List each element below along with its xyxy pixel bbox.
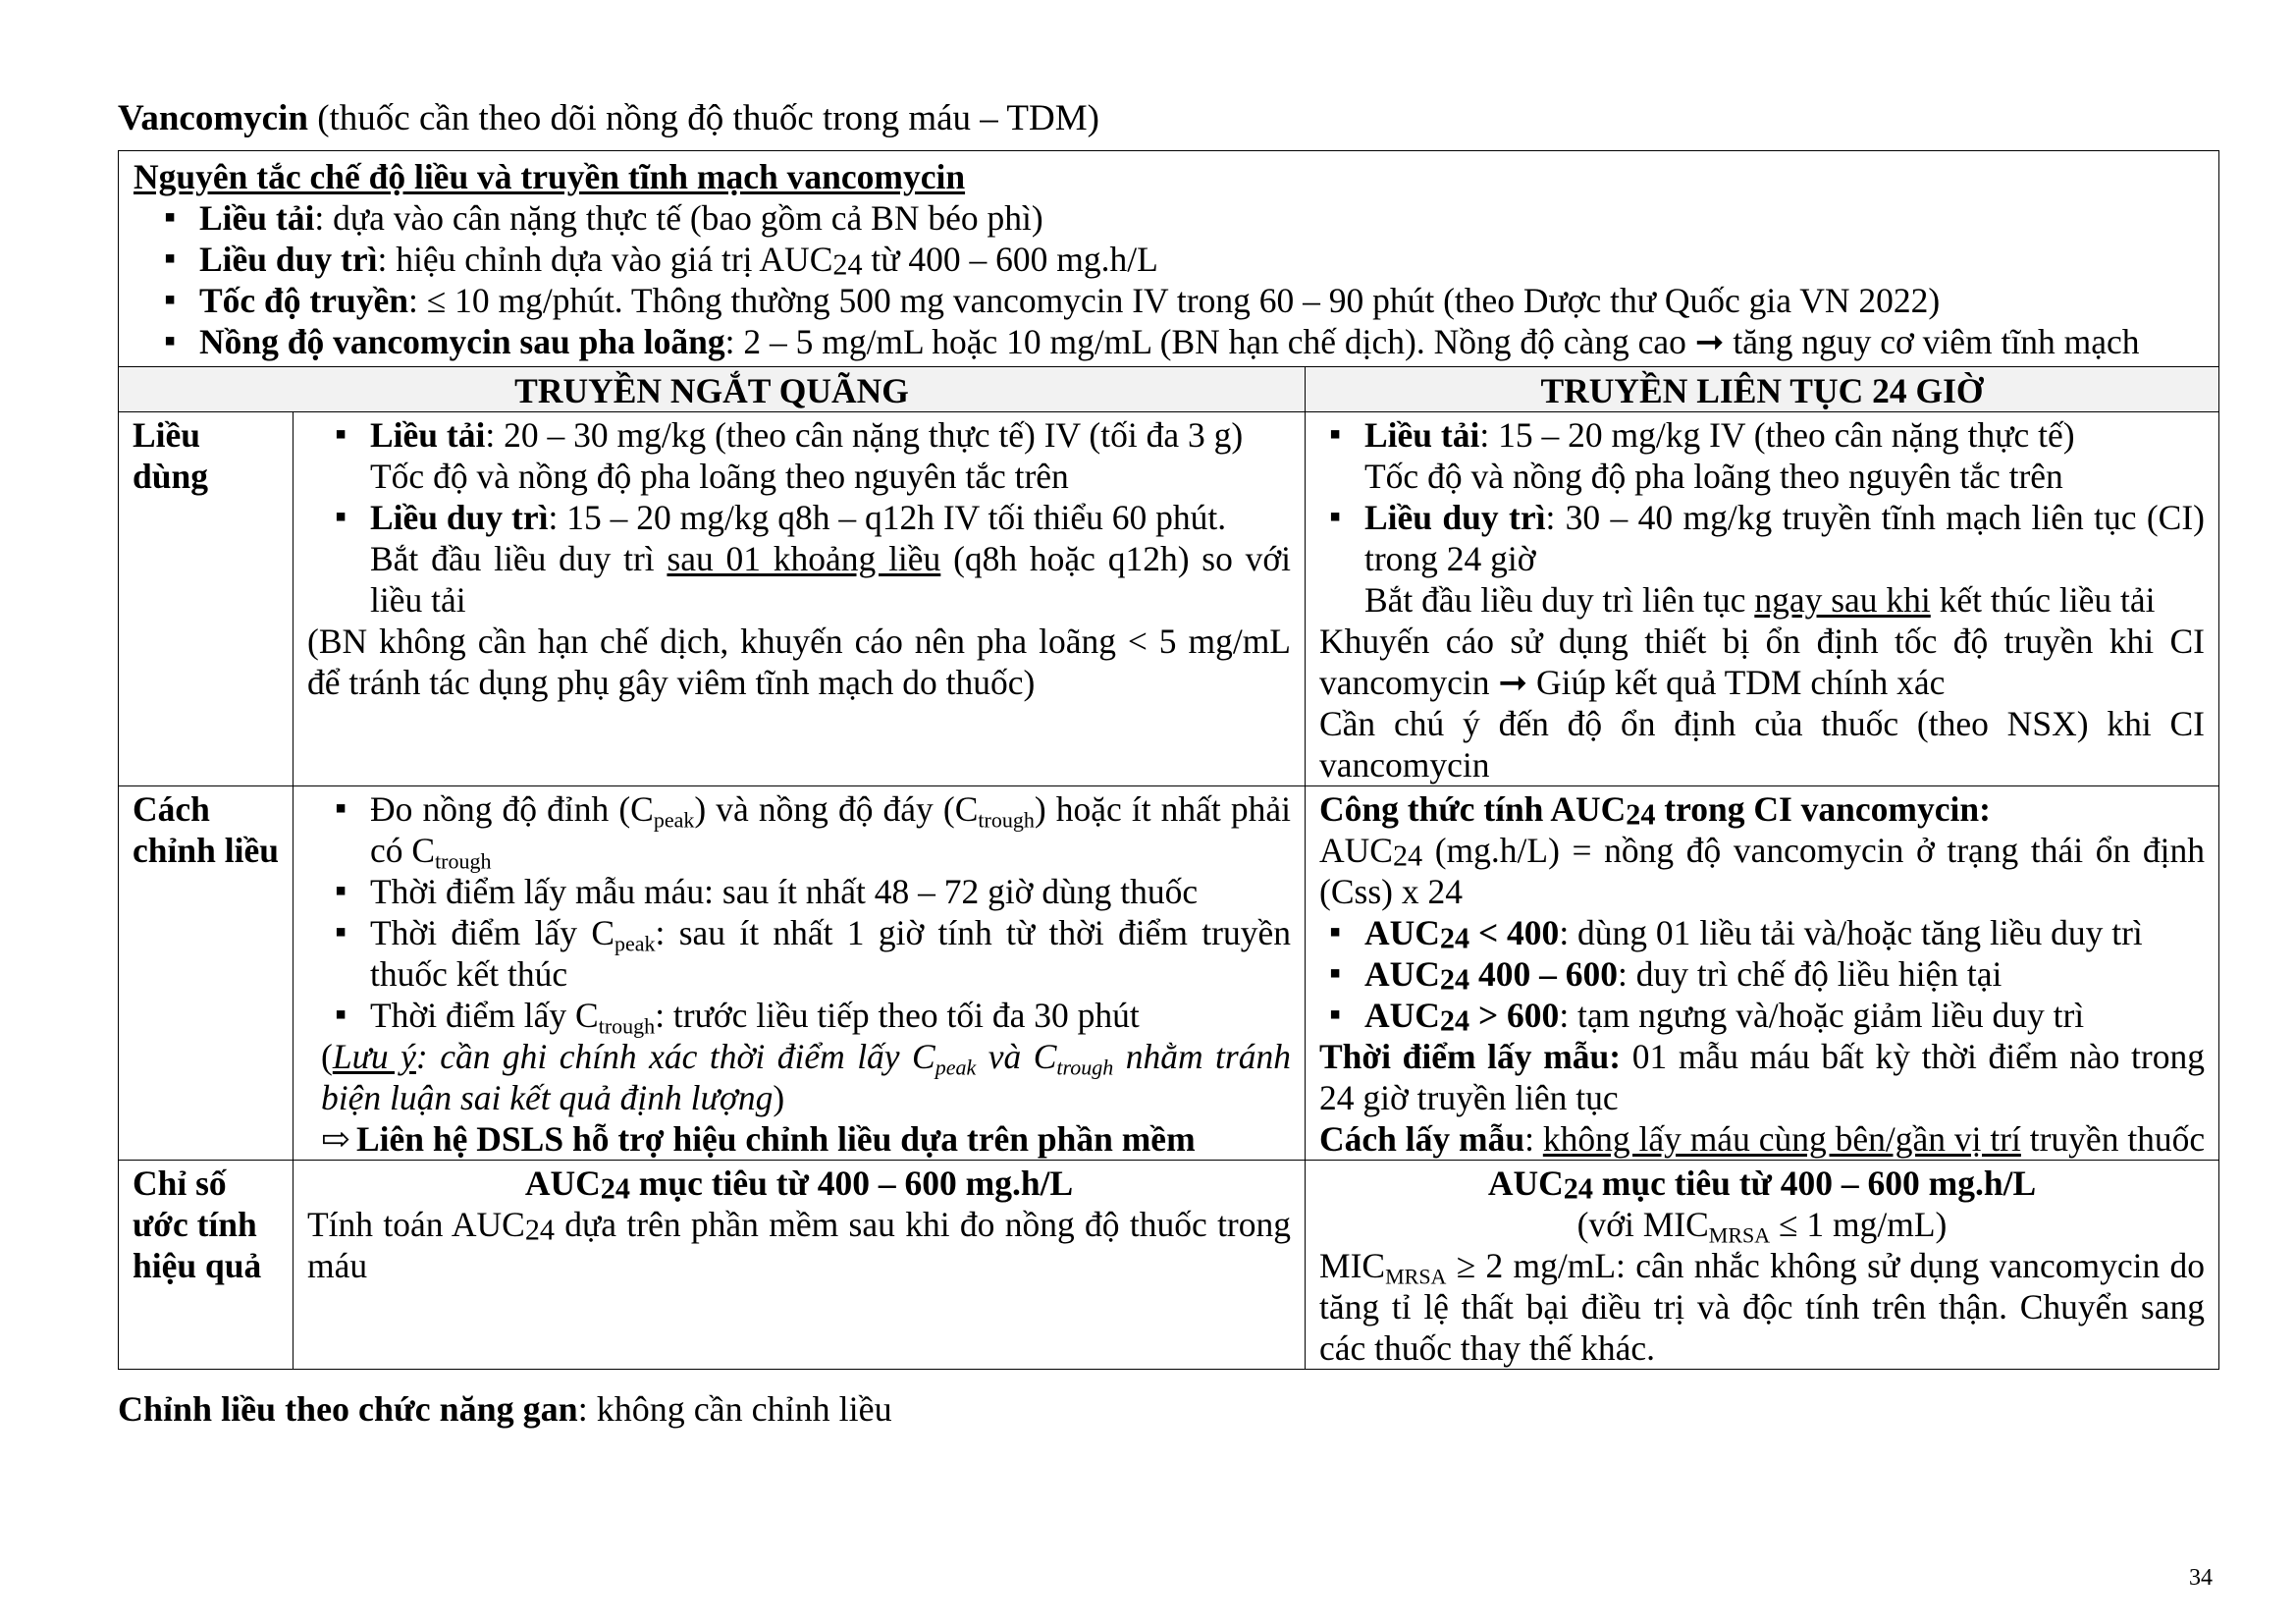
double-arrow-right-icon: ⇨: [321, 1119, 350, 1159]
adjust-row: [119, 786, 2219, 1161]
vancomycin-dosing-table: [118, 150, 2219, 1370]
dose-row: [119, 412, 2219, 786]
list-item: ▪ Liều duy trì: 15 – 20 mg/kg q8h – q12h IV tối thiểu 60 phút.: [325, 497, 1291, 538]
principles-row: [119, 151, 2219, 367]
dose-text: Bắt đầu liều duy trì liên tục ngay sau khi kết thúc liều tải: [1364, 580, 2156, 620]
list-item: ▪ Thời điểm lấy $C_{peak}$: sau ít nhất 1 giờ tính từ thời điểm truyền thuốc kết thúc: [325, 912, 1291, 995]
list-item: ▪ Tốc độ truyền: ≤ 10 mg/phút. Thông thường 500 mg vancomycin IV trong 60 – 90 phút (theo Dược thư Quốc gia VN 2022): [154, 280, 2205, 321]
dose-intermittent-cell: [294, 412, 1306, 786]
row-label-efficacy: Chỉ số ước tính hiệu quả: [119, 1161, 294, 1370]
hepatic-adjustment-note: Chỉnh liều theo chức năng gan: không cần chỉnh liều: [118, 1389, 892, 1429]
list-item: ▪ Liều duy trì: 30 – 40 mg/kg truyền tĩnh mạch liên tục (CI) trong 24 giờ: [1319, 497, 2205, 579]
column-header-intermittent: TRUYỀN NGẮT QUÃNG: [119, 367, 1306, 412]
column-header-continuous: TRUYỀN LIÊN TỤC 24 GIỜ: [1306, 367, 2219, 412]
page-heading: [118, 96, 1099, 141]
dose-text: Bắt đầu liều duy trì sau 01 khoảng liều (q8h hoặc q12h) so với liều tải: [370, 539, 1292, 620]
efficacy-continuous-cell: [1306, 1161, 2219, 1370]
principles-list: [133, 197, 2205, 362]
list-item: ▪ Liều tải: dựa vào cân nặng thực tế (bao gồm cả BN béo phì): [154, 197, 2205, 239]
dose-note: (BN không cần hạn chế dịch, khuyến cáo nên pha loãng < 5 mg/mL để tránh tác dụng phụ gây viêm tĩnh mạch do thuốc): [307, 622, 1291, 702]
list-item: ▪ Liều duy trì: hiệu chỉnh dựa vào giá trị AUC24 từ 400 – 600 mg.h/L: [154, 239, 2205, 280]
adjust-intermittent-cell: [294, 786, 1306, 1161]
dose-text: Tốc độ và nồng độ pha loãng theo nguyên tắc trên: [370, 457, 1069, 496]
sample-method: Cách lấy mẫu: không lấy máu cùng bên/gần vị trí truyền thuốc: [1319, 1119, 2206, 1159]
principles-title: Nguyên tắc chế độ liều và truyền tĩnh mạch vancomycin: [133, 157, 966, 196]
list-item: ▪ Liều tải: 20 – 30 mg/kg (theo cân nặng thực tế) IV (tối đa 3 g): [325, 414, 1291, 456]
adjust-note: (Lưu ý: cần ghi chính xác thời điểm lấy $C_{peak}$ và $C_{trough}$ nhằm tránh biện luận sai kết quả định lượng): [321, 1037, 1291, 1117]
arrow-right-icon: ➞: [1498, 663, 1528, 702]
efficacy-row: [119, 1161, 2219, 1370]
list-item: ▪ Liều tải: 15 – 20 mg/kg IV (theo cân nặng thực tế): [1319, 414, 2205, 456]
list-item: ▪ AUC24 < 400: dùng 01 liều tải và/hoặc tăng liều duy trì: [1319, 912, 2205, 953]
list-item: ▪ AUC24 400 – 600: duy trì chế độ liều hiện tại: [1319, 953, 2205, 995]
dose-continuous-cell: [1306, 412, 2219, 786]
efficacy-target: AUC24 mục tiêu từ 400 – 600 mg.h/L: [524, 1164, 1074, 1206]
list-item: ▪ Thời điểm lấy mẫu máu: sau ít nhất 48 – 72 giờ dùng thuốc: [325, 871, 1291, 912]
efficacy-target: AUC24 mục tiêu từ 400 – 600 mg.h/L: [1487, 1164, 2037, 1206]
sample-time: Thời điểm lấy mẫu: 01 mẫu máu bất kỳ thời điểm nào trong 24 giờ truyền liên tục: [1319, 1037, 2205, 1117]
list-item: ▪ AUC24 > 600: tạm ngưng và/hoặc giảm liều duy trì: [1319, 995, 2205, 1036]
list-item: ▪ Thời điểm lấy $C_{trough}$: trước liều tiếp theo tối đa 30 phút: [325, 995, 1291, 1036]
page-number: 34: [2189, 1565, 2213, 1591]
dose-recommendation: Khuyến cáo sử dụng thiết bị ổn định tốc độ truyền khi CI vancomycin ➞ Giúp kết quả TDM chính xác: [1319, 622, 2205, 702]
row-label-adjust: Cách chỉnh liều: [119, 786, 294, 1161]
arrow-right-icon: ➞: [1694, 322, 1725, 361]
efficacy-calc: Tính toán AUC24 dựa trên phần mềm sau khi đo nồng độ thuốc trong máu: [307, 1205, 1291, 1285]
formula-text: AUC24 (mg.h/L) = nồng độ vancomycin ở trạng thái ổn định (Css) x 24: [1319, 831, 2205, 911]
heading-description: (thuốc cần theo dõi nồng độ thuốc trong máu – TDM): [307, 98, 1099, 138]
dose-caution: Cần chú ý đến độ ổn định của thuốc (theo NSX) khi CI vancomycin: [1319, 704, 2205, 785]
mic-warning: $MIC_{MRSA} \ge 2$ mg/mL: cân nhắc không sử dụng vancomycin do tăng tỉ lệ thất bại điều trị và độc tính trên thận. Chuyển sang các thuốc thay thế khác.: [1319, 1246, 2205, 1368]
column-header-row: [119, 367, 2219, 412]
principles-cell: [119, 151, 2219, 367]
row-label-dose: Liều dùng: [119, 412, 294, 786]
adjust-continuous-cell: [1306, 786, 2219, 1161]
drug-name: Vancomycin: [118, 98, 308, 138]
efficacy-intermittent-cell: [294, 1161, 1306, 1370]
formula-title: Công thức tính AUC24 trong CI vancomycin:: [1319, 789, 1991, 832]
dose-text: Tốc độ và nồng độ pha loãng theo nguyên tắc trên: [1364, 457, 2063, 496]
mic-condition: (với $MIC_{MRSA} \le 1$ mg/mL): [1576, 1205, 1948, 1248]
adjust-contact: ⇨ Liên hệ DSLS hỗ trợ hiệu chỉnh liều dựa trên phần mềm: [321, 1119, 1196, 1159]
list-item: ▪ Nồng độ vancomycin sau pha loãng: 2 – 5 mg/mL hoặc 10 mg/mL (BN hạn chế dịch). Nồng độ càng cao ➞ tăng nguy cơ viêm tĩnh mạch: [154, 321, 2205, 362]
list-item: ▪ Đo nồng độ đỉnh $(C_{peak})$ và nồng độ đáy $(C_{trough})$ hoặc ít nhất phải có $C_{trough}$: [325, 788, 1291, 871]
